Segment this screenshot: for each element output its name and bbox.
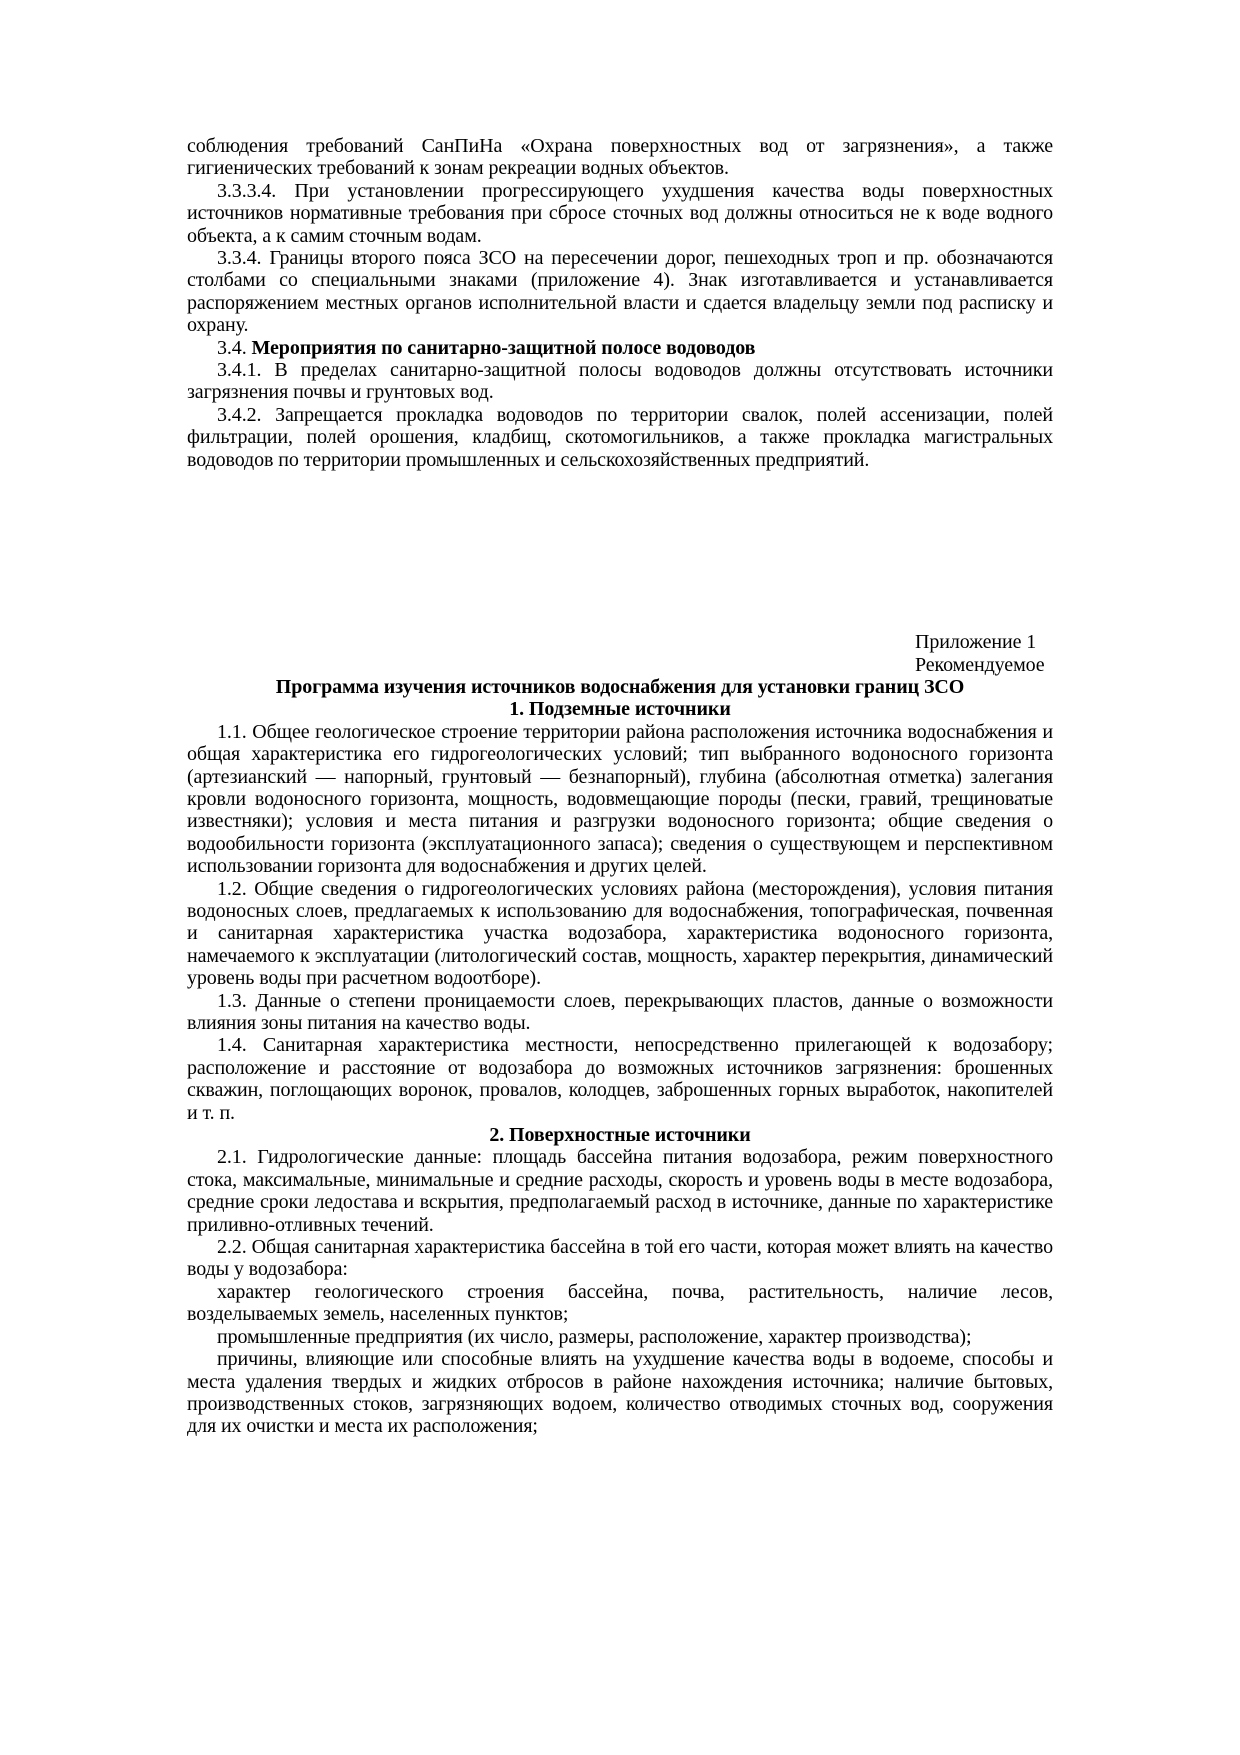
section-2-heading: 2. Поверхностные источники [489, 1124, 751, 1147]
paragraph-3-3-4: 3.3.4. Границы второго пояса ЗСО на пересечении дорог, пешеходных троп и пр. обозначаются столбами со специальными знаками (приложение 4). Знак изготавливается и устанавливается распоряжением местных органов исполнительной власти и сдается владельцу земли под расписку и охрану. [187, 247, 1053, 337]
paragraph-3-4-2: 3.4.2. Запрещается прокладка водоводов по территории свалок, полей ассенизации, полей фильтрации, полей орошения, кладбищ, скотомогильников, а также прокладка магистральных водоводов по территории промышленных и сельскохозяйственных предприятий. [187, 403, 1053, 471]
appendix-number: Приложение 1 [915, 631, 1037, 654]
paragraph-continuation: соблюдения требований СанПиНа «Охрана поверхностных вод от загрязнения», а также гигиенических требований к зонам рекреации водных объектов. [187, 135, 1053, 180]
paragraph-1-4: 1.4. Санитарная характеристика местности, непосредственно прилегающей к водозабору; расположение и расстояние от водозабора до возможных источников загрязнения: брошенных скважин, поглощающих воронок, провалов, колодцев, заброшенных горных выработок, накопителей и т. п. [187, 1034, 1053, 1124]
heading-3-4-number: 3.4. [217, 336, 252, 359]
document-body [187, 135, 1053, 1438]
section-1-heading: 1. Подземные источники [509, 698, 731, 721]
appendix-title: Программа изучения источников водоснабжения для установки границ ЗСО [275, 675, 965, 698]
list-item-terrain: характер геологического строения бассейна, почва, растительность, наличие лесов, возделываемых земель, населенных пунктов; [187, 1280, 1053, 1326]
paragraph-2-1: 2.1. Гидрологические данные: площадь бассейна питания водозабора, режим поверхностного стока, максимальные, минимальные и средние расходы, скорость и уровень воды в месте водозабора, средние сроки ледостава и вскрытия, предполагаемый расход в источнике, данные по характеристике приливно-отливных течений. [187, 1146, 1053, 1236]
heading-3-4 [187, 337, 1053, 359]
appendix-label [187, 631, 1053, 676]
paragraph-3-3-3-4: 3.3.3.4. При установлении прогрессирующего ухудшения качества воды поверхностных источников нормативные требования при сбросе сточных вод должны относиться не к воде водного объекта, а к самим сточным водам. [187, 179, 1053, 247]
appendix-kind: Рекомендуемое [915, 653, 1045, 676]
list-item-causes: причины, влияющие или способные влиять на ухудшение качества воды в водоеме, способы и места удаления твердых и жидких отбросов в районе нахождения источника; наличие бытовых, производственных стоков, загрязняющих водоем, количество отводимых сточных вод, сооружения для их очистки и места их расположения; [187, 1348, 1053, 1438]
paragraph-1-3: 1.3. Данные о степени проницаемости слоев, перекрывающих пластов, данные о возможности влияния зоны питания на качество воды. [187, 989, 1053, 1034]
list-item-industry: промышленные предприятия (их число, размеры, расположение, характер производства); [217, 1325, 972, 1348]
paragraph-1-1: 1.1. Общее геологическое строение территории района расположения источника водоснабжения и общая характеристика его гидрогеологических условий; тип выбранного водоносного горизонта (артезианский — напорный, грунтовый — безнапорный), глубина (абсолютная отметка) залегания кровли водоносного горизонта, мощность, водовмещающие породы (пески, гравий, трещиноватые известняки); условия и места питания и разгрузки водоносного горизонта; общие сведения о водообильности горизонта (эксплуатационного запаса); сведения о существующем и перспективном использовании горизонта для водоснабжения и других целей. [187, 720, 1053, 878]
paragraph-1-2: 1.2. Общие сведения о гидрогеологических условиях района (месторождения), условия питания водоносных слоев, предлагаемых к использованию для водоснабжения, топографическая, почвенная и санитарная характеристика участка водозабора, характеристика водоносного горизонта, намечаемого к эксплуатации (литологический состав, мощность, характер перекрытия, динамический уровень воды при расчетном водоотборе). [187, 877, 1053, 990]
paragraph-2-2: 2.2. Общая санитарная характеристика бассейна в той его части, которая может влиять на качество воды у водозабора: [187, 1236, 1053, 1281]
paragraph-3-4-1: 3.4.1. В пределах санитарно-защитной полосы водоводов должны отсутствовать источники загрязнения почвы и грунтовых вод. [187, 359, 1053, 404]
heading-3-4-title: Мероприятия по санитарно-защитной полосе водоводов [251, 336, 756, 359]
